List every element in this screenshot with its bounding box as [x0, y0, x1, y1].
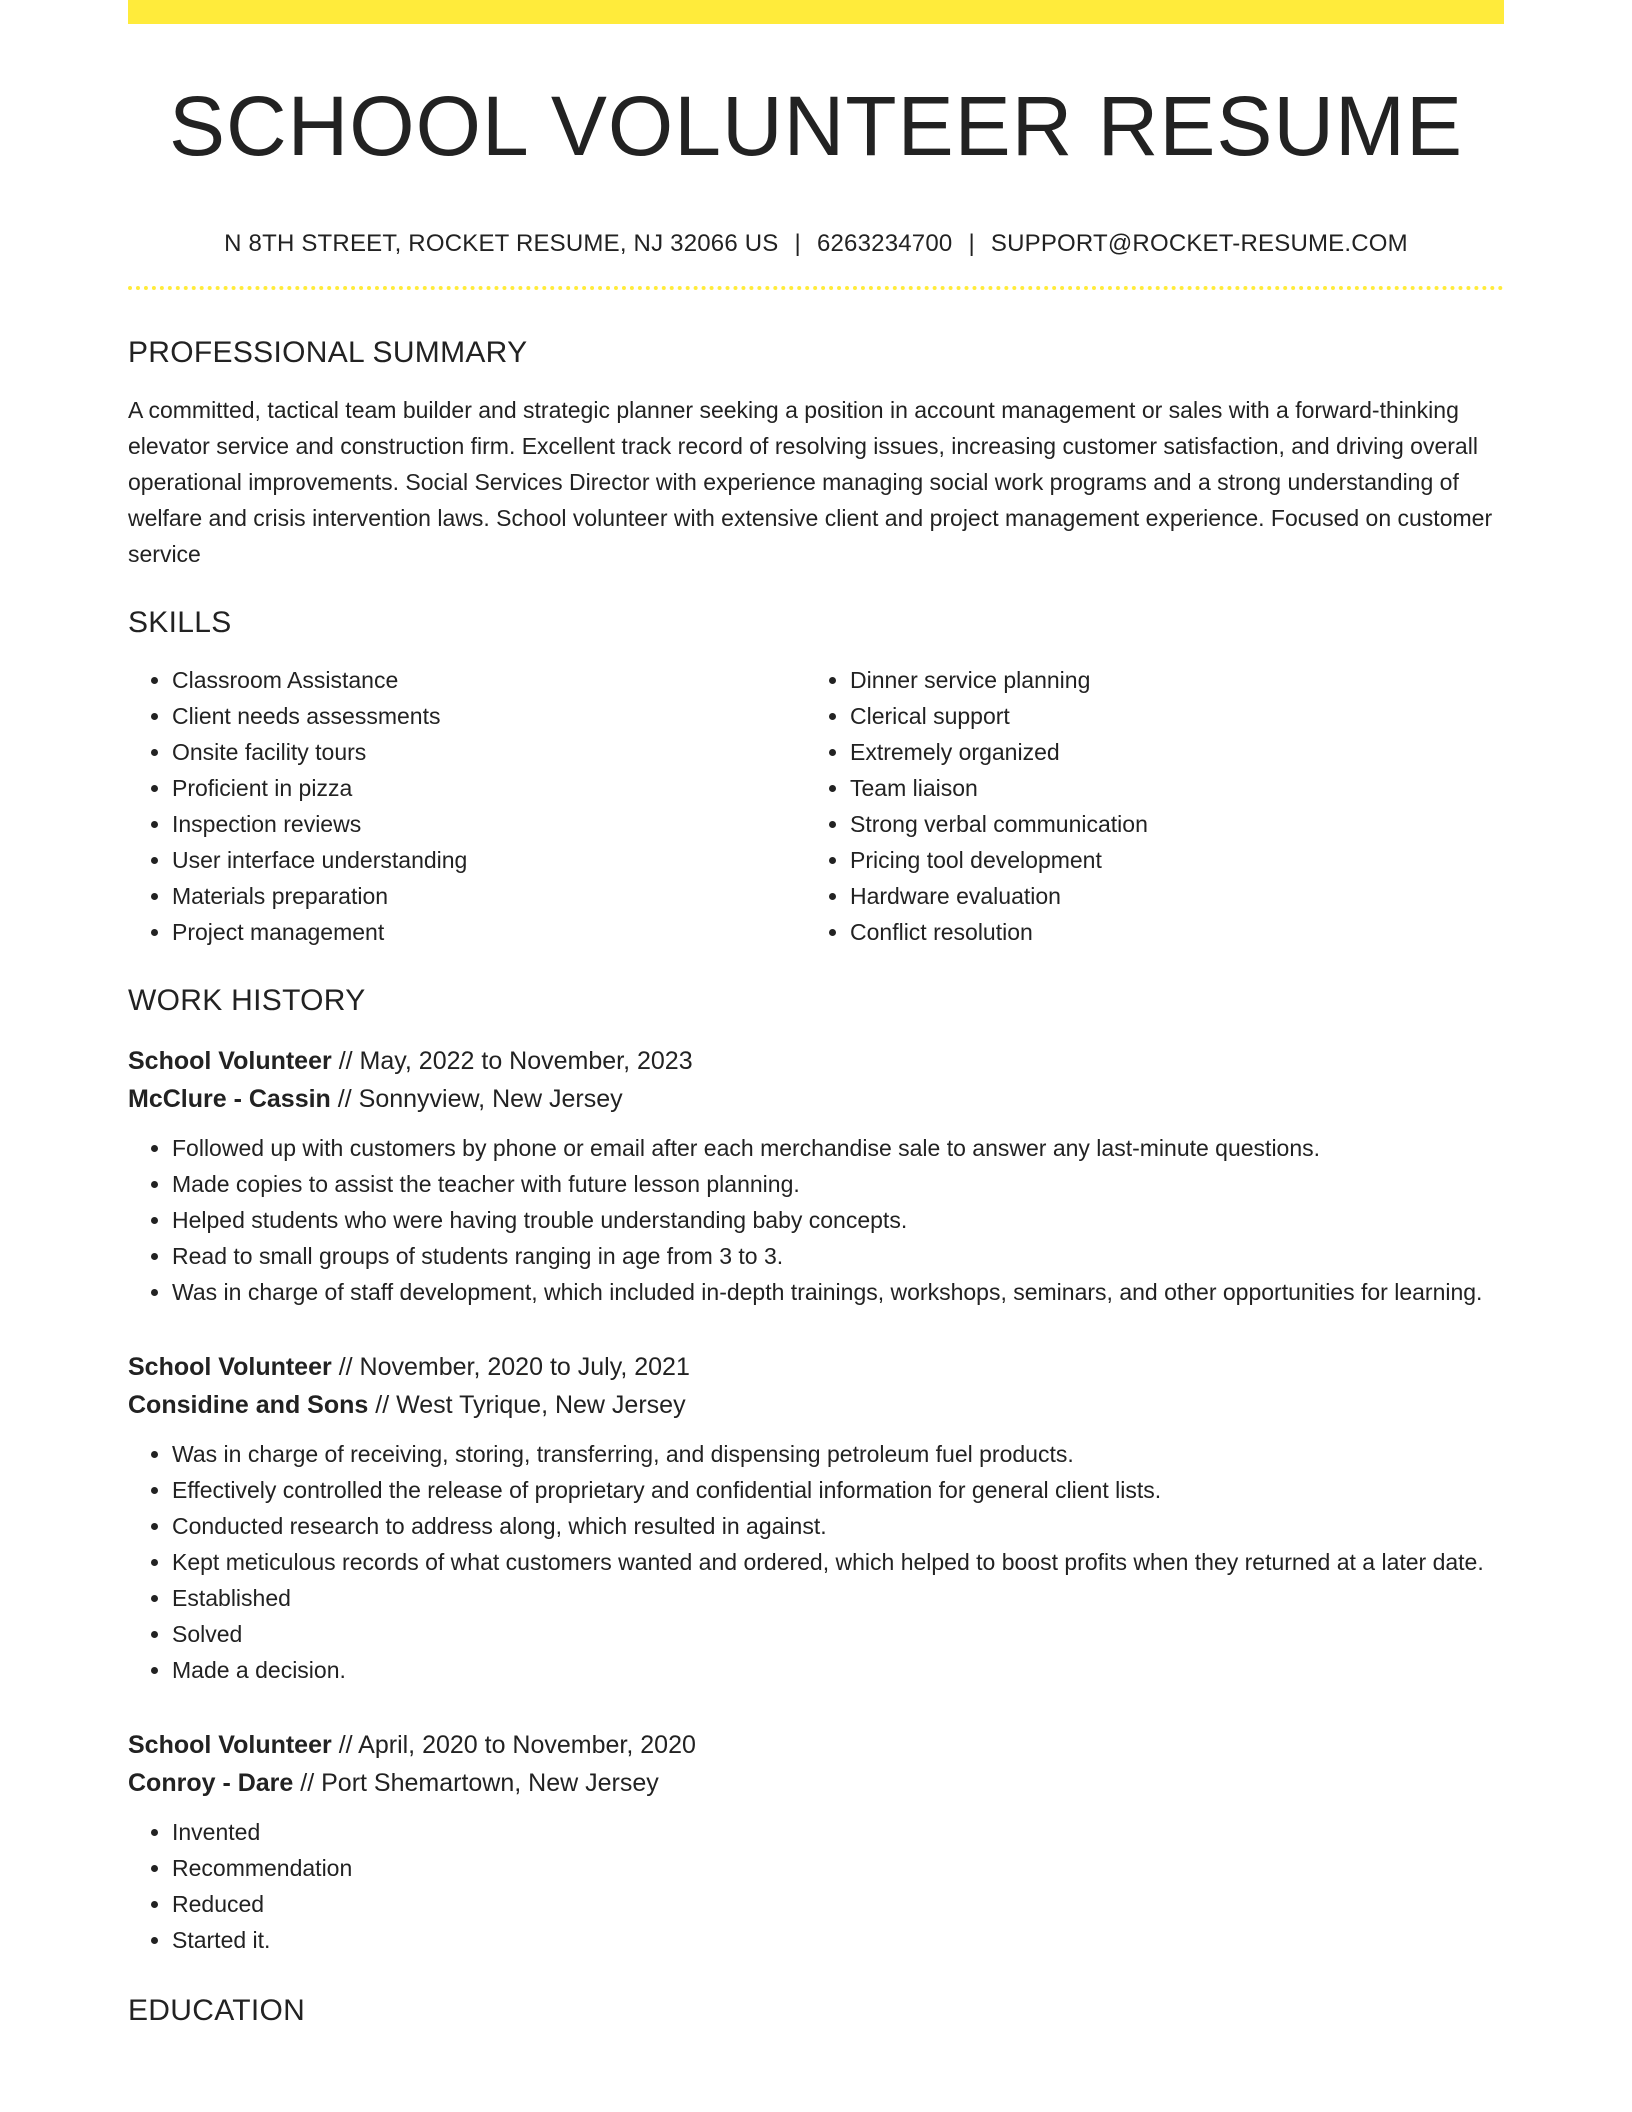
- skill-item: • Classroom Assistance: [172, 662, 806, 698]
- skill-item: • Conflict resolution: [850, 914, 1484, 950]
- job-bullet: • Invented: [172, 1814, 1504, 1850]
- dotted-divider: [128, 286, 1504, 290]
- job-location: West Tyrique, New Jersey: [396, 1391, 686, 1419]
- skill-item: • Onsite facility tours: [172, 734, 806, 770]
- skill-item: • Hardware evaluation: [850, 878, 1484, 914]
- job-company-line: [128, 1764, 1504, 1802]
- divider: //: [375, 1391, 390, 1419]
- job-bullet: • Was in charge of staff development, which included in-depth trainings, workshops, seminars, and other opportunities for learning.: [172, 1274, 1504, 1310]
- resume-title: SCHOOL VOLUNTEER RESUME: [168, 79, 1464, 173]
- job-location: Sonnyview, New Jersey: [358, 1085, 623, 1113]
- work-history-list: [128, 1042, 1504, 1958]
- divider: //: [338, 1353, 353, 1381]
- job-entry: [128, 1348, 1504, 1688]
- skill-item: • Client needs assessments: [172, 698, 806, 734]
- skills-list-left: [128, 662, 806, 950]
- education-heading: EDUCATION: [128, 1994, 306, 2027]
- skill-item: • Dinner service planning: [850, 662, 1484, 698]
- contact-email: SUPPORT@ROCKET-RESUME.COM: [990, 230, 1408, 257]
- skill-item: • Inspection reviews: [172, 806, 806, 842]
- job-dates: May, 2022 to November, 2023: [359, 1047, 693, 1075]
- divider: //: [337, 1085, 352, 1113]
- divider: //: [338, 1047, 353, 1075]
- job-bullet: • Solved: [172, 1616, 1504, 1652]
- skill-item: • Project management: [172, 914, 806, 950]
- job-bullet: • Made a decision.: [172, 1652, 1504, 1688]
- contact-address: N 8TH STREET, ROCKET RESUME, NJ 32066 US: [224, 230, 779, 257]
- job-bullet: • Made copies to assist the teacher with future lesson planning.: [172, 1166, 1504, 1202]
- job-dates: November, 2020 to July, 2021: [359, 1353, 690, 1381]
- company-name: Conroy - Dare: [128, 1769, 294, 1797]
- job-bullets: [128, 1436, 1504, 1688]
- skill-item: • Proficient in pizza: [172, 770, 806, 806]
- job-entry: [128, 1726, 1504, 1958]
- skill-item: • Team liaison: [850, 770, 1484, 806]
- top-accent-bar: [128, 0, 1504, 24]
- summary-heading: PROFESSIONAL SUMMARY: [128, 336, 528, 369]
- company-name: McClure - Cassin: [128, 1085, 331, 1113]
- work-history-heading: WORK HISTORY: [128, 984, 366, 1017]
- contact-line: [128, 230, 1504, 258]
- job-title: School Volunteer: [128, 1047, 332, 1075]
- job-title-line: [128, 1042, 1504, 1080]
- company-name: Considine and Sons: [128, 1391, 369, 1419]
- job-title: School Volunteer: [128, 1353, 332, 1381]
- job-company-line: [128, 1386, 1504, 1424]
- job-bullets: [128, 1130, 1504, 1310]
- skill-item: • Clerical support: [850, 698, 1484, 734]
- job-title: School Volunteer: [128, 1731, 332, 1759]
- contact-separator: |: [968, 230, 975, 257]
- skills-list-right: [806, 662, 1484, 950]
- resume-page: [128, 0, 1504, 2028]
- job-bullet: • Read to small groups of students ranging in age from 3 to 3.: [172, 1238, 1504, 1274]
- job-bullet: • Recommendation: [172, 1850, 1504, 1886]
- job-bullet: • Established: [172, 1580, 1504, 1616]
- divider: //: [338, 1731, 353, 1759]
- contact-separator: |: [794, 230, 801, 257]
- job-bullet: • Was in charge of receiving, storing, transferring, and dispensing petroleum fuel products.: [172, 1436, 1504, 1472]
- job-entry: [128, 1042, 1504, 1310]
- job-bullet: • Started it.: [172, 1922, 1504, 1958]
- skill-item: • Strong verbal communication: [850, 806, 1484, 842]
- skills-heading: SKILLS: [128, 606, 232, 639]
- skill-item: • Pricing tool development: [850, 842, 1484, 878]
- job-bullet: • Reduced: [172, 1886, 1504, 1922]
- job-bullet: • Effectively controlled the release of proprietary and confidential information for general client lists.: [172, 1472, 1504, 1508]
- job-bullets: [128, 1814, 1504, 1958]
- job-bullet: • Conducted research to address along, which resulted in against.: [172, 1508, 1504, 1544]
- skill-item: • Materials preparation: [172, 878, 806, 914]
- job-bullet: • Kept meticulous records of what customers wanted and ordered, which helped to boost profits when they returned at a later date.: [172, 1544, 1504, 1580]
- job-bullet: • Helped students who were having trouble understanding baby concepts.: [172, 1202, 1504, 1238]
- skills-columns: [128, 662, 1504, 950]
- job-company-line: [128, 1080, 1504, 1118]
- job-dates: April, 2020 to November, 2020: [358, 1731, 696, 1759]
- job-location: Port Shemartown, New Jersey: [321, 1769, 659, 1797]
- skill-item: • Extremely organized: [850, 734, 1484, 770]
- job-title-line: [128, 1726, 1504, 1764]
- skill-item: • User interface understanding: [172, 842, 806, 878]
- divider: //: [300, 1769, 315, 1797]
- summary-text: A committed, tactical team builder and strategic planner seeking a position in account management or sales with a forward-thinking elevator service and construction firm. Excellent track record of resolving issues, increasing customer satisfaction, and driving overall operational improvements. Social Services Director with experience managing social work programs and a strong understanding of welfare and crisis intervention laws. School volunteer with extensive client and project management experience. Focused on customer service: [128, 397, 1493, 567]
- contact-phone: 6263234700: [816, 230, 953, 257]
- job-title-line: [128, 1348, 1504, 1386]
- job-bullet: • Followed up with customers by phone or email after each merchandise sale to answer any last-minute questions.: [172, 1130, 1504, 1166]
